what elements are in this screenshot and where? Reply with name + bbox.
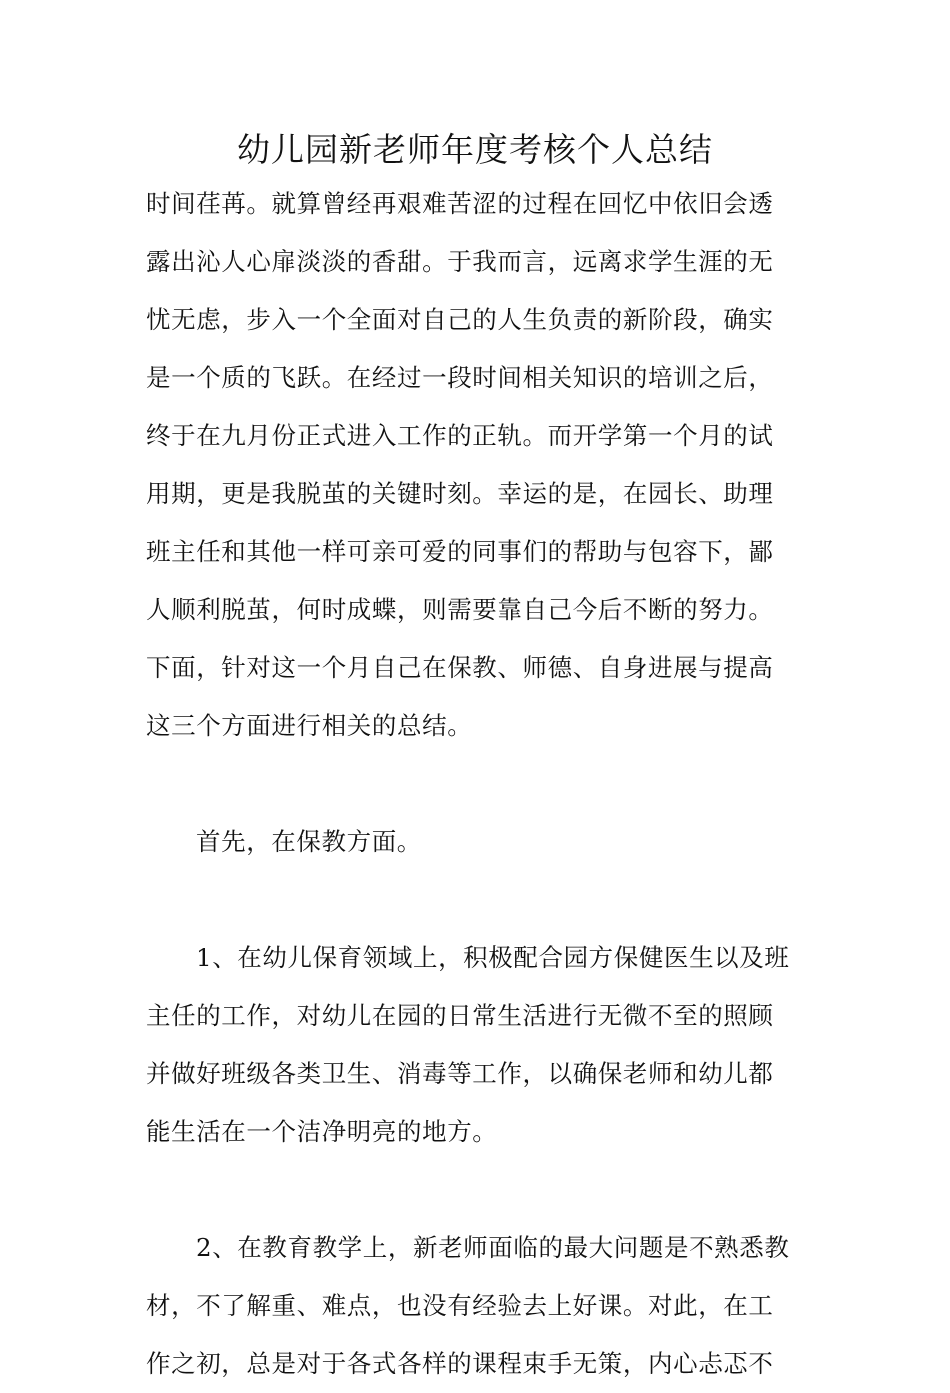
text-line: 人顺利脱茧，何时成蝶，则需要靠自己今后不断的努力。 — [146, 595, 774, 624]
paragraph-spacer — [146, 1161, 806, 1219]
text-line: 并做好班级各类卫生、消毒等工作，以确保老师和幼儿都 — [146, 1059, 774, 1088]
text-line: 2、在教育教学上，新老师面临的最大问题是不熟悉教 — [196, 1233, 790, 1262]
paragraph-section-heading — [146, 813, 806, 871]
text-line: 是一个质的飞跃。在经过一段时间相关知识的培训之后， — [146, 363, 774, 392]
text-line: 露出沁人心扉淡淡的香甜。于我而言，远离求学生涯的无 — [146, 247, 774, 276]
text-line: 时间荏苒。就算曾经再艰难苦涩的过程在回忆中依旧会透 — [146, 189, 774, 218]
paragraph-spacer — [146, 871, 806, 929]
text-line: 主任的工作，对幼儿在园的日常生活进行无微不至的照顾 — [146, 1001, 774, 1030]
document-body — [146, 175, 806, 1393]
text-line: 忧无虑，步入一个全面对自己的人生负责的新阶段，确实 — [146, 305, 774, 334]
text-line: 下面，针对这一个月自己在保教、师德、自身进展与提高 — [146, 653, 774, 682]
paragraph-spacer — [146, 755, 806, 813]
paragraph-item-1 — [146, 929, 806, 1161]
text-line: 班主任和其他一样可亲可爱的同事们的帮助与包容下，鄙 — [146, 537, 774, 566]
document-title: 幼儿园新老师年度考核个人总结 — [237, 130, 713, 169]
text-line: 这三个方面进行相关的总结。 — [146, 711, 473, 740]
text-line: 终于在九月份正式进入工作的正轨。而开学第一个月的试 — [146, 421, 774, 450]
text-line: 作之初，总是对于各式各样的课程束手无策，内心忐忑不 — [146, 1349, 774, 1378]
text-line: 能生活在一个洁净明亮的地方。 — [146, 1117, 498, 1146]
paragraph-intro — [146, 175, 806, 755]
text-line: 用期，更是我脱茧的关键时刻。幸运的是，在园长、助理 — [146, 479, 774, 508]
paragraph-item-2 — [146, 1219, 806, 1393]
text-line: 1、在幼儿保育领域上，积极配合园方保健医生以及班 — [196, 943, 790, 972]
text-line: 首先，在保教方面。 — [196, 827, 422, 856]
text-line: 材，不了解重、难点，也没有经验去上好课。对此，在工 — [146, 1291, 774, 1320]
